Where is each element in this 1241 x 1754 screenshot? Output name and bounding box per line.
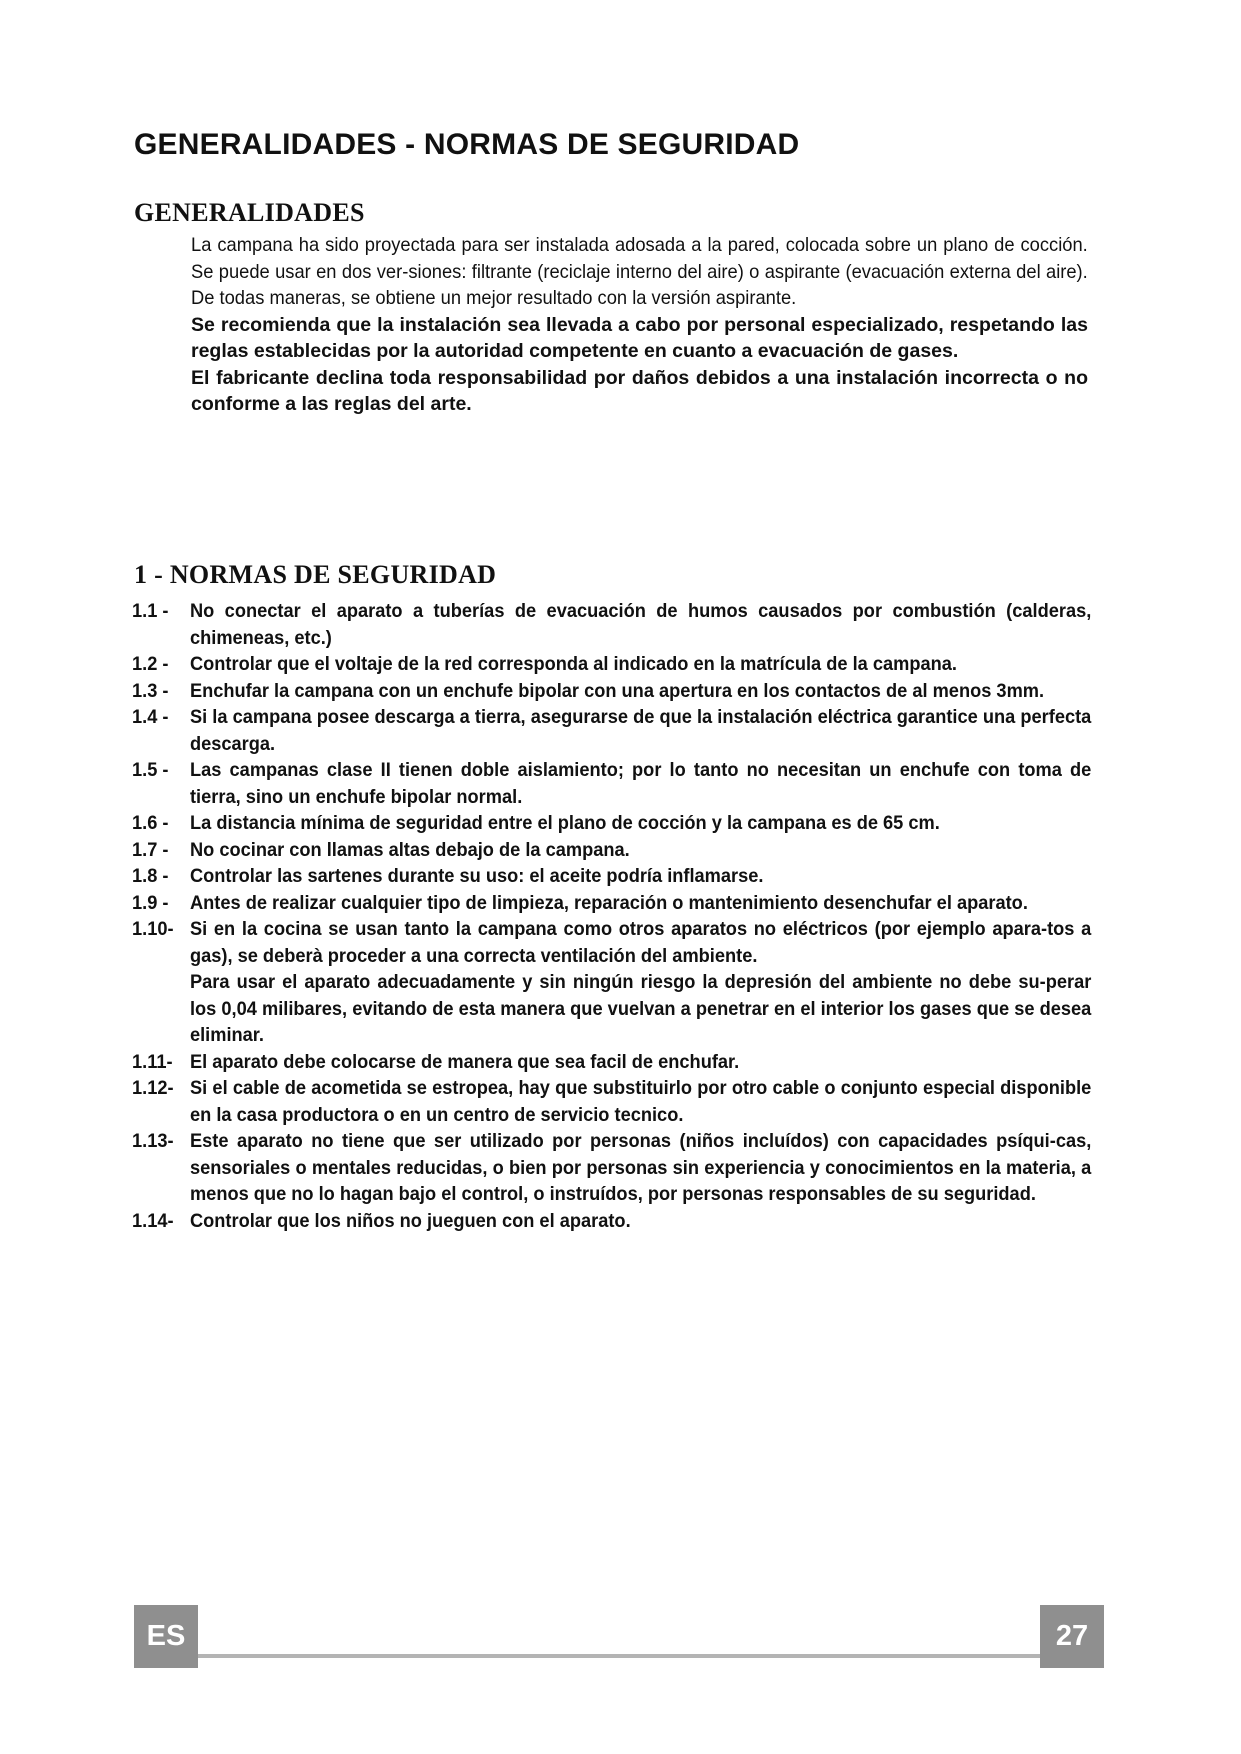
- rule-number: 1.13-: [132, 1130, 174, 1152]
- rule-number: 1.9 -: [132, 891, 169, 914]
- generalidades-heading: GENERALIDADES: [134, 198, 365, 227]
- safety-rule: [132, 837, 1091, 864]
- rule-text-continued: Para usar el aparato adecuadamente y sin ningún riesgo la depresión del ambiente no debe su-perar los 0,04 milibares, evitando de esta manera que vuelvan a penetrar en el interior los gases que se desea eliminar.: [189, 971, 1092, 1046]
- safety-rule: [132, 651, 1091, 678]
- installation-recommendation: Se recomienda que la instalación sea llevada a cabo por personal especializado, respetando las reglas establecidas por la autoridad competente en cuanto a evacuación de gases.: [191, 313, 1088, 362]
- rule-number: 1.1 -: [132, 600, 169, 622]
- rule-number: 1.11-: [132, 1050, 173, 1073]
- rule-number: 1.8 -: [132, 865, 169, 887]
- page-title: GENERALIDADES - NORMAS DE SEGURIDAD: [134, 128, 800, 161]
- intro-paragraph: La campana ha sido proyectada para ser instalada adosada a la pared, colocada sobre un plano de cocción. Se puede usar en dos ver-siones: filtrante (reciclaje interno del aire) o aspirante (evacuación externa del aire). De todas maneras, se obtiene un mejor resultado con la versión aspirante.: [191, 234, 1088, 309]
- rule-number: 1.12-: [132, 1077, 174, 1099]
- safety-rule: [132, 598, 1091, 651]
- rule-text: Controlar que el voltaje de la red corresponda al indicado en la matrícula de la campana.: [189, 653, 957, 675]
- rule-text: La distancia mínima de seguridad entre el plano de cocción y la campana es de 65 cm.: [189, 812, 940, 834]
- rule-text: Si el cable de acometida se estropea, hay que substituirlo por otro cable o conjunto especial disponible en la casa productora o en un centro de servicio tecnico.: [189, 1077, 1092, 1126]
- rule-text: Controlar que los niños no jueguen con el aparato.: [189, 1209, 631, 1232]
- normas-seguridad-heading: 1 - NORMAS DE SEGURIDAD: [134, 560, 497, 589]
- rule-number: 1.5 -: [132, 759, 169, 781]
- rule-number: 1.7 -: [132, 838, 169, 861]
- safety-rule: [132, 1208, 1091, 1235]
- rule-text: No conectar el aparato a tuberías de evacuación de humos causados por combustión (calderas, chimeneas, etc.): [189, 600, 1092, 649]
- safety-rules-list: [132, 598, 1091, 1234]
- rule-text: Controlar las sartenes durante su uso: el aceite podría inflamarse.: [189, 865, 764, 887]
- safety-rule: [132, 890, 1091, 917]
- safety-rule: [132, 704, 1091, 757]
- rule-text: El aparato debe colocarse de manera que sea facil de enchufar.: [189, 1050, 740, 1073]
- safety-rule: [132, 757, 1091, 810]
- safety-rule: [132, 863, 1091, 890]
- page-number: 27: [1040, 1605, 1104, 1668]
- safety-rule: [132, 916, 1091, 1049]
- safety-rule: [132, 810, 1091, 837]
- rule-number: 1.14-: [132, 1209, 174, 1232]
- language-tab: ES: [134, 1605, 198, 1668]
- manufacturer-disclaimer: El fabricante declina toda responsabilidad por daños debidos a una instalación incorrecta o no conforme a las reglas del arte.: [191, 366, 1088, 415]
- rule-text: Enchufar la campana con un enchufe bipolar con una apertura en los contactos de al menos 3mm.: [189, 679, 1045, 702]
- safety-rule: [132, 1075, 1091, 1128]
- rule-text: Si en la cocina se usan tanto la campana como otros aparatos no eléctricos (por ejemplo apara-tos a gas), se deberà proceder a una correcta ventilación del ambiente.: [189, 918, 1092, 967]
- rule-text: Este aparato no tiene que ser utilizado por personas (niños incluídos) con capacidades psíqui-cas, sensoriales o mentales reducidas, o bien por personas sin experiencia y conocimientos en la materia, a menos que no lo hagan bajo el control, o instruídos, por personas responsables de su seguridad.: [189, 1130, 1092, 1205]
- safety-rule: [132, 1049, 1091, 1076]
- rule-text: Si la campana posee descarga a tierra, asegurarse de que la instalación eléctrica garantice una perfecta descarga.: [189, 706, 1092, 755]
- rule-number: 1.10-: [132, 918, 174, 940]
- safety-rule: [132, 1128, 1091, 1208]
- safety-rule: [132, 678, 1091, 705]
- rule-number: 1.4 -: [132, 706, 169, 728]
- rule-text: Antes de realizar cualquier tipo de limpieza, reparación o mantenimiento desenchufar el aparato.: [189, 891, 1028, 914]
- rule-number: 1.2 -: [132, 653, 169, 675]
- rule-number: 1.3 -: [132, 679, 169, 702]
- generalidades-section: [191, 232, 1088, 418]
- rule-number: 1.6 -: [132, 812, 169, 834]
- rule-text: Las campanas clase II tienen doble aislamiento; por lo tanto no necesitan un enchufe con toma de tierra, sino un enchufe bipolar normal.: [189, 759, 1092, 808]
- footer-rule: [134, 1654, 1102, 1658]
- rule-text: No cocinar con llamas altas debajo de la campana.: [189, 838, 630, 861]
